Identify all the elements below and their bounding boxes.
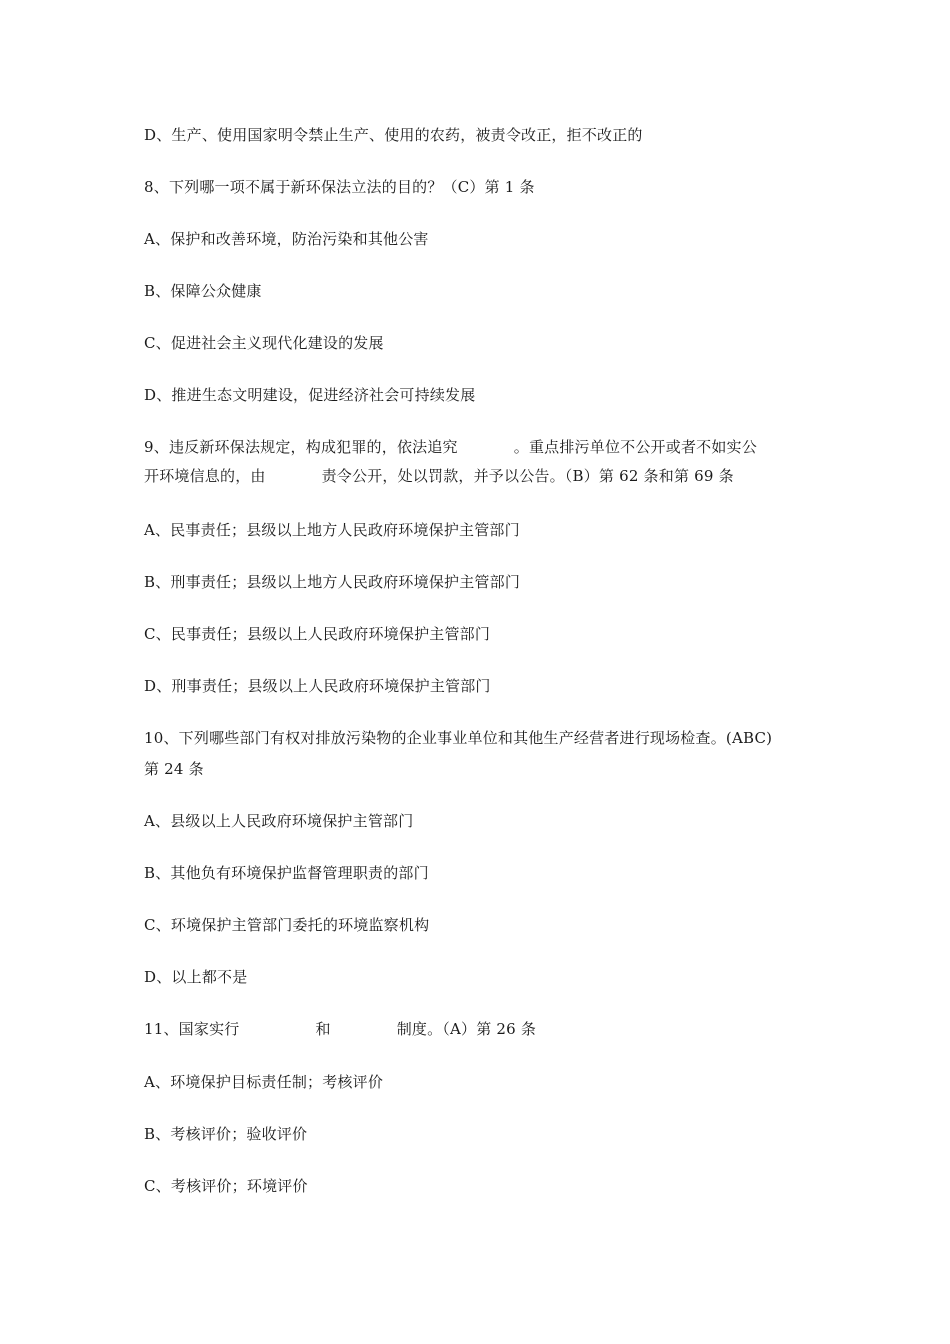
q8-question: 8、下列哪一项不属于新环保法立法的目的？（C）第 1 条	[144, 178, 535, 196]
q10-option-d: D、以上都不是	[144, 968, 248, 986]
q9-line2-part-b: 责令公开，处以罚款，并予以公告。（B）第 62 条和第 69 条	[321, 467, 734, 485]
q9-line1-part-a: 9、违反新环保法规定，构成犯罪的，依法追究	[144, 438, 458, 456]
q8-option-d: D、推进生态文明建设，促进经济社会可持续发展	[144, 386, 476, 404]
q11-question	[144, 1020, 536, 1038]
q9-question-line-1	[144, 438, 757, 456]
q8-option-a: A、保护和改善环境，防治污染和其他公害	[144, 230, 429, 248]
q9-line2-part-a: 开环境信息的，由	[144, 467, 266, 485]
q8-option-b: B、保障公众健康	[144, 282, 262, 300]
q10-question-line-1: 10、下列哪些部门有权对排放污染物的企业事业单位和其他生产经营者进行现场检查。(ABC)	[144, 729, 773, 747]
q10-option-c: C、环境保护主管部门委托的环境监察机构	[144, 916, 430, 934]
q8-option-c: C、促进社会主义现代化建设的发展	[144, 334, 384, 352]
q10-option-b: B、其他负有环境保护监督管理职责的部门	[144, 864, 429, 882]
q9-line1-part-b: 。重点排污单位不公开或者不如实公	[513, 438, 757, 456]
document-page	[144, 0, 824, 1344]
q9-option-a: A、民事责任；县级以上地方人民政府环境保护主管部门	[144, 521, 520, 539]
q11-part-c: 制度。（A）第 26 条	[396, 1020, 537, 1038]
q11-part-b: 和	[315, 1020, 331, 1038]
q7-option-d: D、生产、使用国家明令禁止生产、使用的农药，被责令改正，拒不改正的	[144, 126, 643, 144]
q11-option-c: C、考核评价；环境评价	[144, 1177, 308, 1195]
q9-option-d: D、刑事责任；县级以上人民政府环境保护主管部门	[144, 677, 491, 695]
q11-part-a: 11、国家实行	[144, 1020, 240, 1038]
q10-option-a: A、县级以上人民政府环境保护主管部门	[144, 812, 414, 830]
q11-option-b: B、考核评价；验收评价	[144, 1125, 308, 1143]
q9-option-c: C、民事责任；县级以上人民政府环境保护主管部门	[144, 625, 491, 643]
q10-question-line-2: 第 24 条	[144, 760, 204, 778]
q9-option-b: B、刑事责任；县级以上地方人民政府环境保护主管部门	[144, 573, 521, 591]
q11-option-a: A、环境保护目标责任制；考核评价	[144, 1073, 384, 1091]
q9-question-line-2	[144, 467, 734, 485]
